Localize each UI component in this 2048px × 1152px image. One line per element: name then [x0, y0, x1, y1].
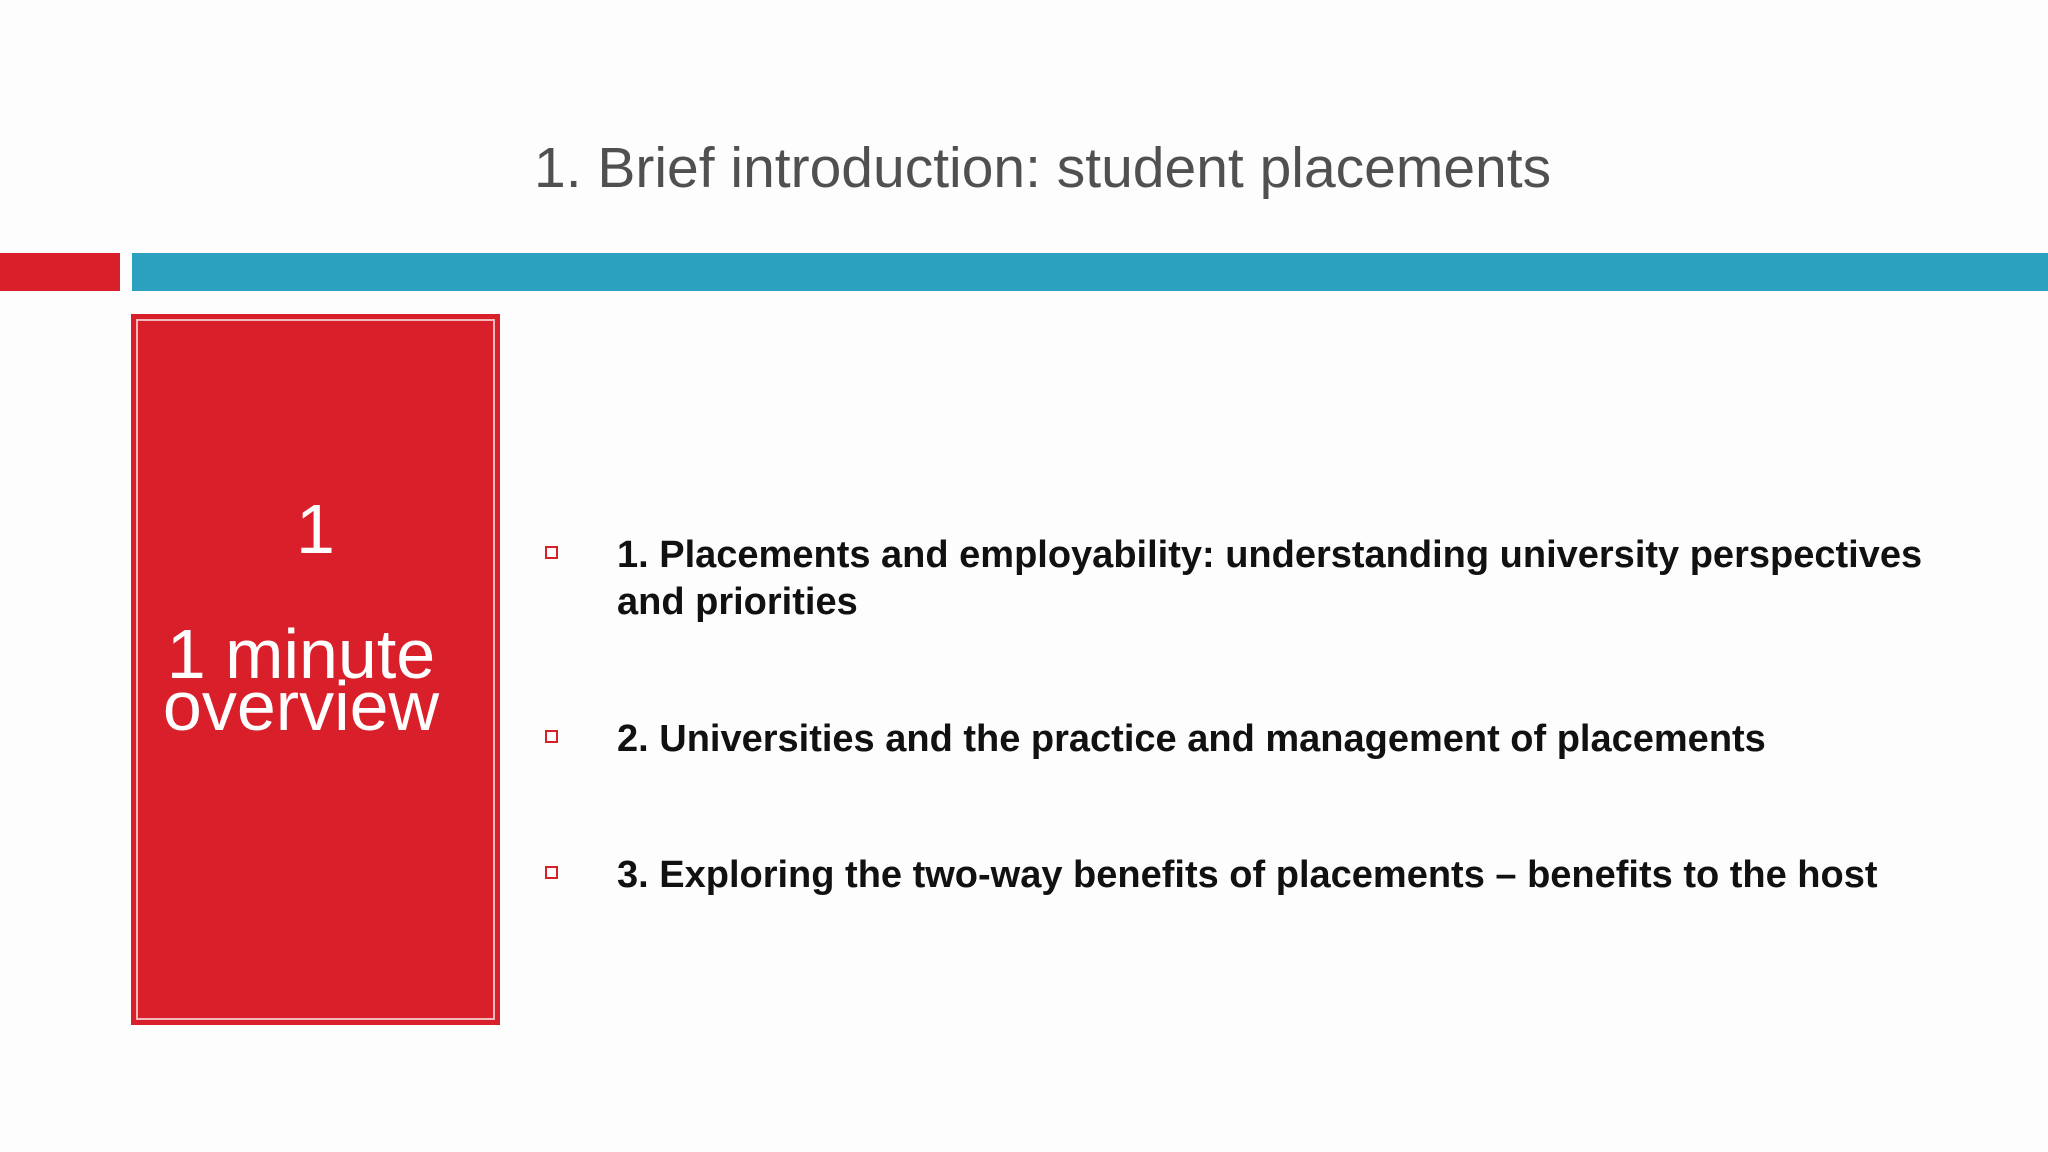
overview-number: 1 [296, 490, 335, 568]
hollow-square-bullet-icon [545, 546, 558, 559]
agenda-item-text: 2. Universities and the practice and management of placements [617, 718, 1766, 760]
hollow-square-bullet-icon [545, 866, 558, 879]
overview-label: 1 minute overview [162, 615, 440, 745]
agenda-item-text: 3. Exploring the two-way benefits of placements – benefits to the host [617, 854, 1878, 896]
hollow-square-bullet-icon [545, 730, 558, 743]
agenda-item-text: 1. Placements and employability: understanding university perspectives and priorities [617, 534, 1923, 623]
slide-title: 1. Brief introduction: student placements [534, 136, 1552, 200]
